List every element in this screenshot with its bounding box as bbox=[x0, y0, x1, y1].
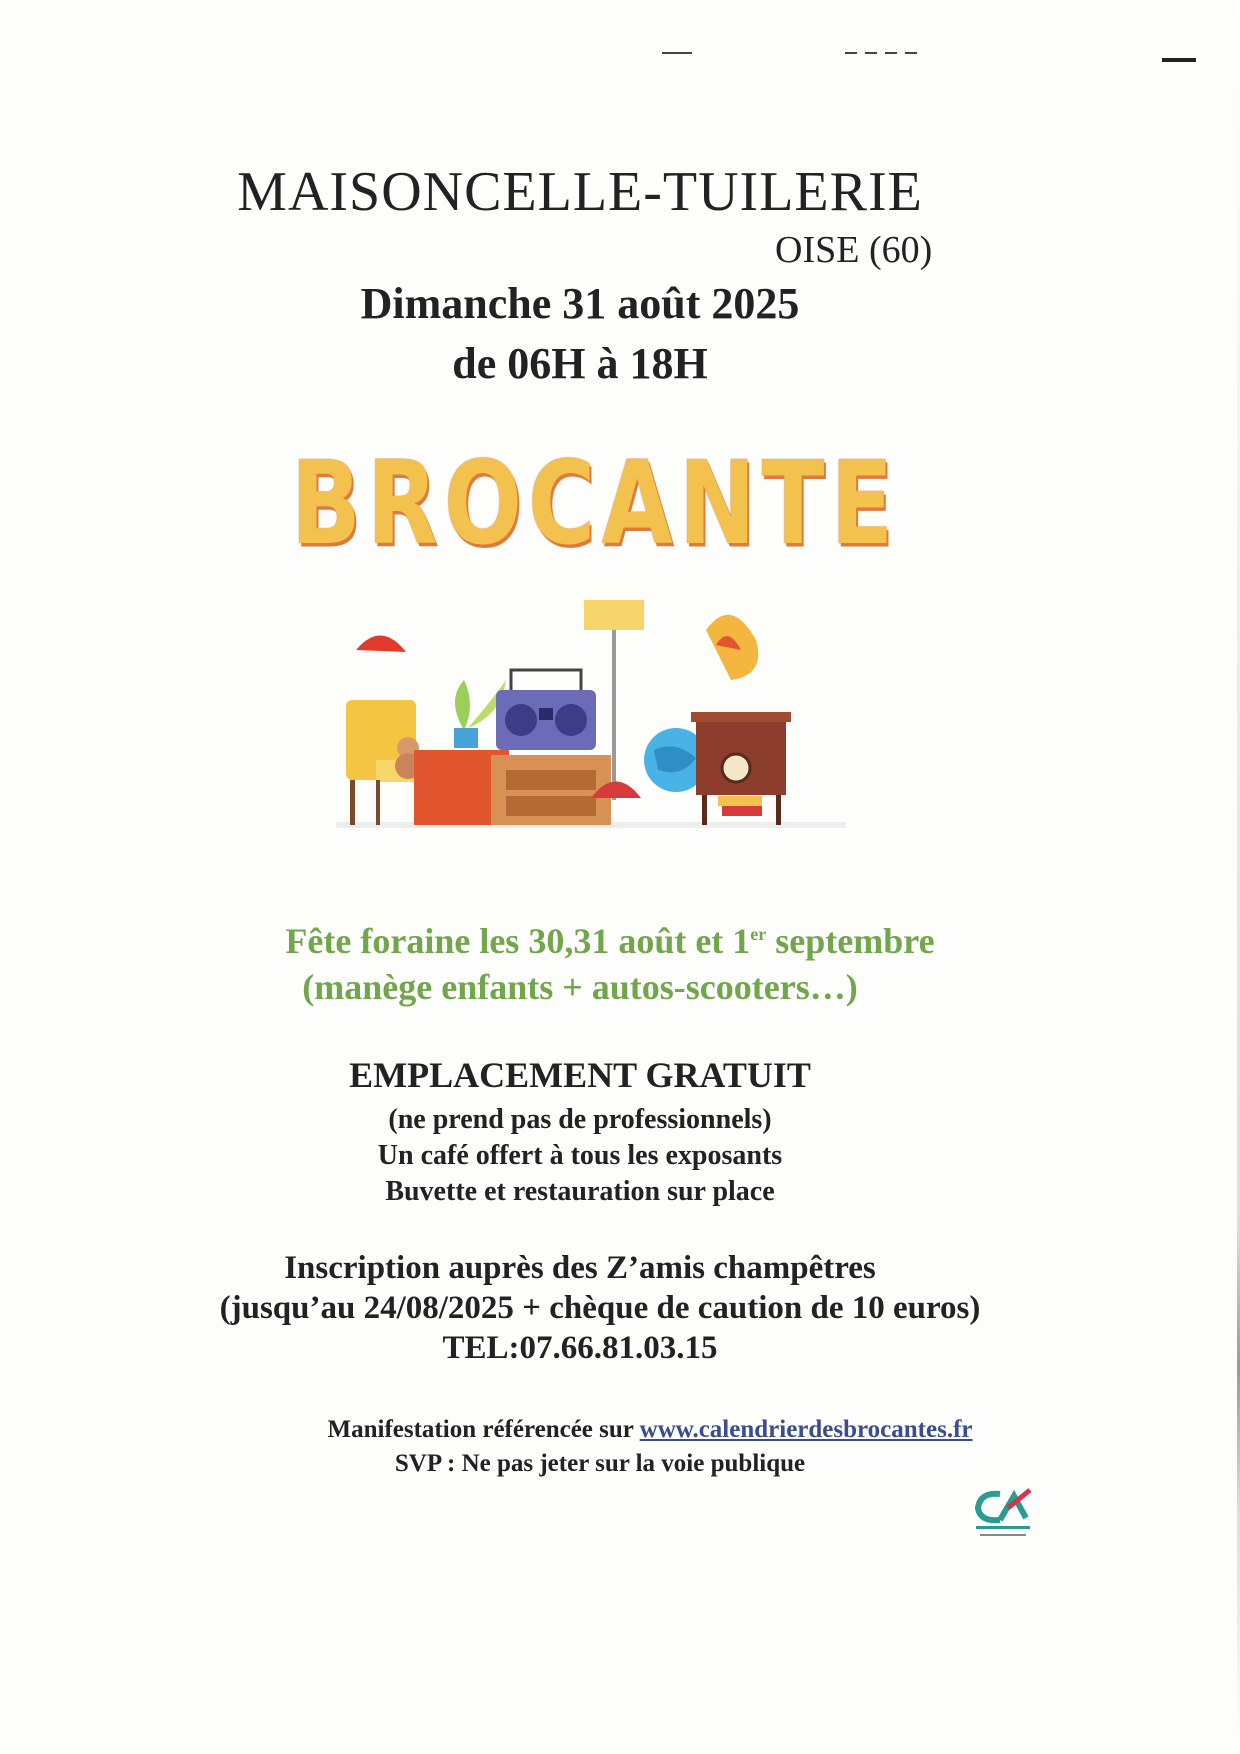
floor-lamp-icon bbox=[584, 600, 644, 630]
event-hours: de 06H à 18H bbox=[452, 339, 708, 388]
referenced-text: Manifestation référencée sur bbox=[327, 1416, 640, 1443]
plant-pot bbox=[454, 728, 478, 748]
no-professionals-note: (ne prend pas de professionnels) bbox=[388, 1104, 772, 1135]
plant-icon bbox=[455, 680, 470, 730]
fair-dates-month: septembre bbox=[766, 921, 935, 961]
event-date: Dimanche 31 août 2025 bbox=[360, 279, 800, 328]
town-name: MAISONCELLE-TUILERIE bbox=[237, 161, 923, 223]
event-title: BROCANTE bbox=[290, 436, 900, 571]
scan-mark bbox=[662, 52, 692, 54]
department: OISE (60) bbox=[775, 229, 933, 271]
refreshments-note: Buvette et restauration sur place bbox=[385, 1176, 775, 1207]
referenced-line bbox=[200, 1416, 1100, 1444]
bank-logo-icon bbox=[970, 1488, 1034, 1544]
fair-dates-sup: er bbox=[750, 924, 767, 944]
free-spot-heading: EMPLACEMENT GRATUIT bbox=[349, 1055, 811, 1095]
fair-dates bbox=[30, 920, 1190, 962]
phone-number: TEL:07.66.81.03.15 bbox=[442, 1330, 718, 1366]
scan-mark bbox=[845, 52, 925, 54]
fair-dates-text: Fête foraine les 30,31 août et 1 bbox=[285, 921, 751, 961]
free-coffee-note: Un café offert à tous les exposants bbox=[377, 1140, 783, 1171]
lamp-shade-icon bbox=[356, 635, 406, 652]
litter-notice: SVP : Ne pas jeter sur la voie publique bbox=[394, 1450, 806, 1477]
clock-icon bbox=[722, 754, 750, 782]
scan-mark bbox=[1162, 58, 1196, 62]
registration-info: Inscription auprès des Z’amis champêtres bbox=[284, 1250, 876, 1286]
website-link[interactable]: www.calendrierdesbrocantes.fr bbox=[639, 1416, 973, 1443]
fair-attractions: (manège enfants + autos-scooters…) bbox=[302, 967, 858, 1007]
books-icon bbox=[718, 796, 762, 806]
registration-deadline: (jusqu’au 24/08/2025 + chèque de caution de 10 euros) bbox=[219, 1290, 981, 1326]
vintage-items-illustration bbox=[336, 600, 846, 840]
